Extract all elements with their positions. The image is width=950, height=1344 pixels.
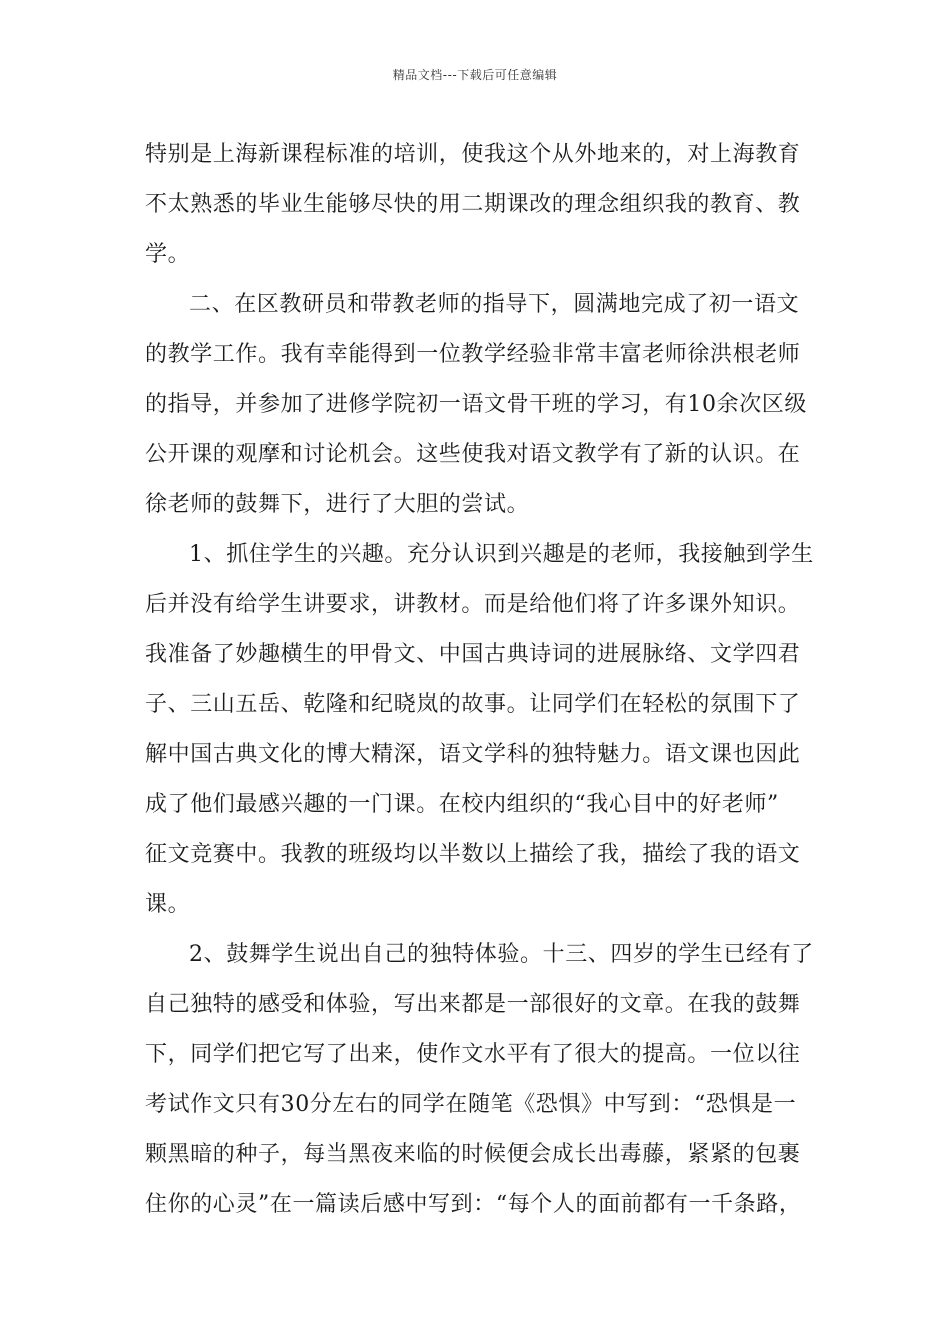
text-line: 特别是上海新课程标准的培训，使我这个从外地来的，对上海教育: [145, 142, 801, 167]
text-line: 二、在区教研员和带教老师的指导下，圆满地完成了初一语文: [189, 292, 800, 317]
text-line: 公开课的观摩和讨论机会。这些使我对语文教学有了新的认识。在: [145, 442, 801, 467]
text-line: 徐老师的鼓舞下，进行了大胆的尝试。: [145, 492, 530, 517]
text-line: 考试作文只有30分左右的同学在随笔《恐惧》中写到：“恐惧是一: [145, 1092, 797, 1117]
paragraph: [145, 280, 810, 530]
text-line: 成了他们最感兴趣的一门课。在校内组织的“我心目中的好老师”: [145, 792, 779, 817]
text-line: 自己独特的感受和体验，写出来都是一部很好的文章。在我的鼓舞: [145, 992, 801, 1017]
text-line: 2、鼓舞学生说出自己的独特体验。十三、四岁的学生已经有了: [189, 942, 814, 967]
text-line: 后并没有给学生讲要求，讲教材。而是给他们将了许多课外知识。: [145, 592, 801, 617]
text-line: 解中国古典文化的博大精深，语文学科的独特魅力。语文课也因此: [145, 742, 801, 767]
text-line: 子、三山五岳、乾隆和纪晓岚的故事。让同学们在轻松的氛围下了: [145, 692, 801, 717]
text-line: 学。: [145, 242, 191, 267]
document-body: [145, 130, 814, 1230]
text-line: 的指导，并参加了进修学院初一语文骨干班的学习，有10余次区级: [145, 392, 807, 417]
text-line: 不太熟悉的毕业生能够尽快的用二期课改的理念组织我的教育、教: [145, 192, 801, 217]
paragraph: [145, 930, 814, 1230]
text-line: 1、抓住学生的兴趣。充分认识到兴趣是的老师，我接触到学生: [189, 542, 814, 567]
text-line: 课。: [145, 892, 191, 917]
text-line: 的教学工作。我有幸能得到一位教学经验非常丰富老师徐洪根老师: [145, 342, 801, 367]
text-line: 征文竞赛中。我教的班级均以半数以上描绘了我，描绘了我的语文: [145, 842, 801, 867]
text-line: 下，同学们把它写了出来，使作文水平有了很大的提高。一位以往: [145, 1042, 801, 1067]
text-line: 住你的心灵”在一篇读后感中写到：“每个人的面前都有一千条路，: [145, 1192, 802, 1217]
text-line: 我准备了妙趣横生的甲骨文、中国古典诗词的进展脉络、文学四君: [145, 642, 801, 667]
paragraph: [145, 530, 814, 930]
paragraph: [145, 130, 810, 280]
text-line: 颗黑暗的种子，每当黑夜来临的时候便会成长出毒藤，紧紧的包裹: [145, 1142, 801, 1167]
page-header: 精品文档---下载后可任意编辑: [392, 68, 558, 82]
